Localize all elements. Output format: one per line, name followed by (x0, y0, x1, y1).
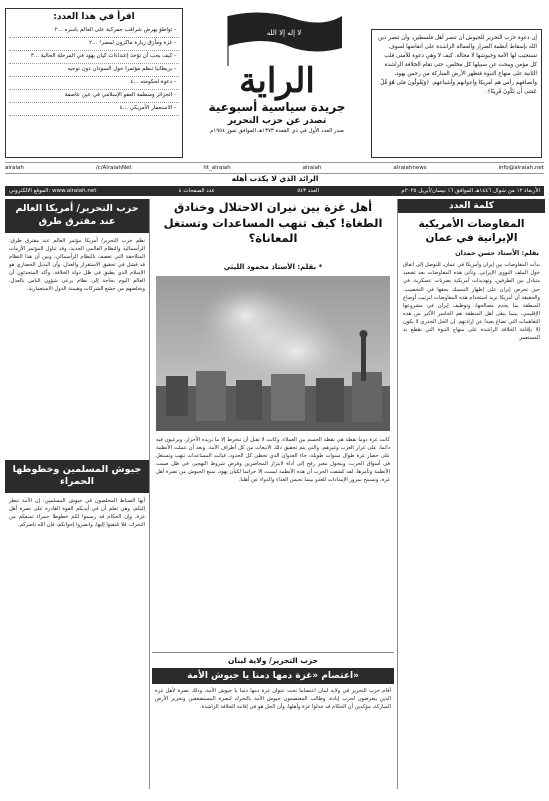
contact-email[interactable]: info@alraiah.net (498, 165, 544, 171)
editorial-label: كلمة العدد (398, 199, 545, 213)
left-section2-text: أيها الضباط المخلصون في جيوش المسلمين: إن الأمة تنظر إليكم، وهي تعلم أن في أيديكم القوة القادرة على نصرة أهل غزة، وإن الحكام قد رسموا لكم خطوطا حمراء تمنعكم من التحرك، فلا تلتفتوا إليها، وانصروا إخوانكم، فإن الله ناصركم. (9, 498, 145, 529)
main-text-columns (156, 436, 390, 648)
issue-date: الأربعاء ١٢ من شوال ١٤٤٦هـ الموافق ١٦ نيسان/أبريل ٢٠٢٥م (401, 188, 540, 194)
contents-item[interactable]: - تواطؤ يهرض شراقب جمركية على العالم باسره ...٢ (9, 25, 179, 38)
website-label: الموقع الالكتروني: www.alraiah.net (9, 188, 97, 194)
contents-item[interactable]: - دعوة لحكومته ...٤ (9, 77, 179, 90)
editorial-column (397, 199, 545, 789)
main-text: كانت غزة دوما نقطة هي نقطة الحسم بين العملاء، وكانت لا تقبل أن تنخرط إلا ما يريده الأحرار، ويرغبون فيه دائما، على غرار العرب وغيرهم، والتي يتم تحقيق ذلك الانبعاث من كل أطراف الأمة. وبعد أن عملت الأنظمة على حصار غزة طوال سنوات طويلة، جاء العدوان الذي تخطى كل الحدود، فباتت المساعدات تنهب وتستغل في أسواق الحرب، ويتحول معبر رفح إلى أداة لابتزاز المحاصرين وفرض شروط التهجير، في ظل صمت الأنظمة وتآمرها. لقد كشفت الحرب أن هذه الأنظمة ليست إلا حراسا لكيان يهود، تمنع الجيوش من نصرة أهل غزة، وتسمح بمرور الإمدادات للعدو بينما تحبس الغذاء والدواء عن أهلنا. (156, 437, 390, 484)
left-text: نظم حزب التحرير/ أمريكا مؤتمر العالم عند مفترق طرق: الرأسمالية والنظام العالمي الجديد، وقد تناول المؤتمر الأزمات المتلاحقة التي تعصف بالنظام الرأسمالي، وبين أن هذا النظام قد فشل في تحقيق الاستقرار والعدل، وأن البديل الحضاري هو الإسلام الذي يطبق في ظل دولة الخلافة. وأكد المتحدثون أن العالم اليوم بحاجة إلى نظام يرعى شؤون الناس بالعدل، ويخلصهم من جشع الشركات وهيمنة الدول الاستعمارية. (9, 237, 145, 292)
contact-twitter[interactable]: ht_alraiah (203, 165, 231, 171)
contents-item[interactable]: - غزة ومأزق زيارة ماكرون لمصر! ...٢ (9, 38, 179, 51)
editorial-text: بدأت المفاوضات بين إيران وأمريكا في عمان، للتوصل إلى اتفاق حول الملف النووي الإيراني. وتأتي هذه المفاوضات بعد تصعيد متبادل بين الطرفين، وتهديدات أمريكية بضربات عسكرية، في حين تحرص إيران على إظهار التمسك بحقها في التخصيب. والحقيقة أن أمريكا تريد استخدام هذه المفاوضات لترتيب أوضاع المنطقة بما يخدم مصالحها، وتوظيف إيران في مشروعها الإقليمي، بينما يبقى أهل المنطقة هم الخاسر الأكبر من هذه التفاهمات التي تصاغ بعيدا عن إرادتهم. إن الحل الجذري لا يكون إلا بإقامة الخلافة الراشدة على منهاج النبوة التي تقطع يد المستعمر. (403, 262, 540, 341)
left-title: حزب التحرير/ أمريكا العالم عند مفترق طرق (5, 199, 149, 233)
masthead-subtitle: جريدة سياسية أسبوعية (208, 100, 346, 114)
contents-item[interactable]: - الجزائر ومنظمة العفو الإسلامي في عين عاصفة (9, 90, 179, 103)
masthead-title: الراية (239, 61, 315, 101)
first-issue-note: صدر العدد الأول في ذي القعدة ١٣٧٣هـ الموافق تموز ١٩٥٤م (210, 128, 344, 134)
contact-youtube[interactable]: /c/AlraiahNet (95, 165, 132, 171)
slogan: الرائد الذي لا يكذب أهله (231, 174, 319, 183)
contents-list (9, 25, 179, 116)
editorial-author: بقلم: الأستاذ حسن حمدان (455, 249, 539, 258)
left-section2-title: جيوش المسلمين وخطوطها الحمراء (5, 460, 149, 494)
left-column (5, 199, 150, 789)
masthead (192, 8, 362, 148)
contents-title: اقرأ في هذا العدد: (53, 12, 135, 22)
main-author: بقلم: الأستاذ محمود الليثي * (223, 263, 323, 271)
smoke-photo-image (156, 276, 390, 431)
main-headline: أهل غزة بين نيران الاحتلال وخنادق الطغاة! كيف تنهب المساعدات وتستغل المعاناة؟ (163, 200, 383, 246)
flag-icon (192, 8, 362, 68)
contents-item[interactable]: - الاستعمار الأمريكي ...٤ (9, 103, 179, 116)
main-photo (156, 276, 390, 431)
bottom-article (152, 652, 394, 790)
page-count: عدد الصفحات ٤ (178, 188, 215, 194)
contents-item[interactable]: - كيف يجب أن تؤخذ إعتداءات كيان يهود في المرحلة الحالية ...٣ (9, 51, 179, 64)
contact-facebook[interactable]: alraiah (302, 165, 322, 171)
svg-text:لا إله إلا الله: لا إله إلا الله (266, 29, 302, 37)
publisher: تصدر عن حزب التحرير (227, 116, 327, 126)
editorial-quote-box: إن دعوة حزب التحرير للجيوش أن تنصر أهل فلسطين، وأن تنصر دين الله بإسقاط أنظمة الضرار والعمالة الراشدة على أنقاضها لسوف تستجيب لها الأمة وجيوشها لا محالة. كيف لا وهي دعوة للأمنى قلب كل مؤمن ويبحث عن سبيلها كل مخلص، حتى تقام الخلافة الراشدة الثانية على منهاج النبوة فتظهر الأرض المباركة من رجس يهود، وأنصافهم رأس هم أمريكا وأعوانهم وأشياعهم. ﴿وَيَقُولُونَ مَتَى هُوَ قُلْ عَسَى أَن يَكُونَ قَرِيبًا﴾. (371, 29, 542, 158)
bottom-text: أقام حزب التحرير في ولاية لبنان اعتصاما تحت عنوان غزة دمها دمنا يا جيوش الأمة، وذلك نصرة لأهل غزة الذين يتعرضون لحرب إبادة، وطالب المعتصمون جيوش الأمة بالتحرك لنصرة المستضعفين وتحرير الأرض المباركة، مؤكدين أن الحكام قد خذلوا غزة وأهلها، وأن الحل هو في إقامة الخلافة الراشدة. (155, 688, 391, 711)
issue-bar (5, 186, 544, 196)
contact-website[interactable]: alraiah (5, 165, 24, 171)
contents-item[interactable]: - بريطانيا تنظم مؤتمرا حول السودان دون توجيه (9, 64, 179, 77)
bottom-title: اعتصام «غزة دمها دمنا يا جيوش الأمة» (152, 668, 394, 684)
editorial-title: المفاوضات الأمريكية الإيرانية في عمان (418, 218, 525, 245)
contact-strip (5, 162, 544, 174)
contents-box (5, 8, 183, 158)
bottom-label: حزب التحرير/ ولاية لبنان (228, 656, 318, 665)
issue-number: العدد ٥٤٣ (297, 188, 320, 194)
contact-telegram[interactable]: alraiahnews (393, 165, 427, 171)
